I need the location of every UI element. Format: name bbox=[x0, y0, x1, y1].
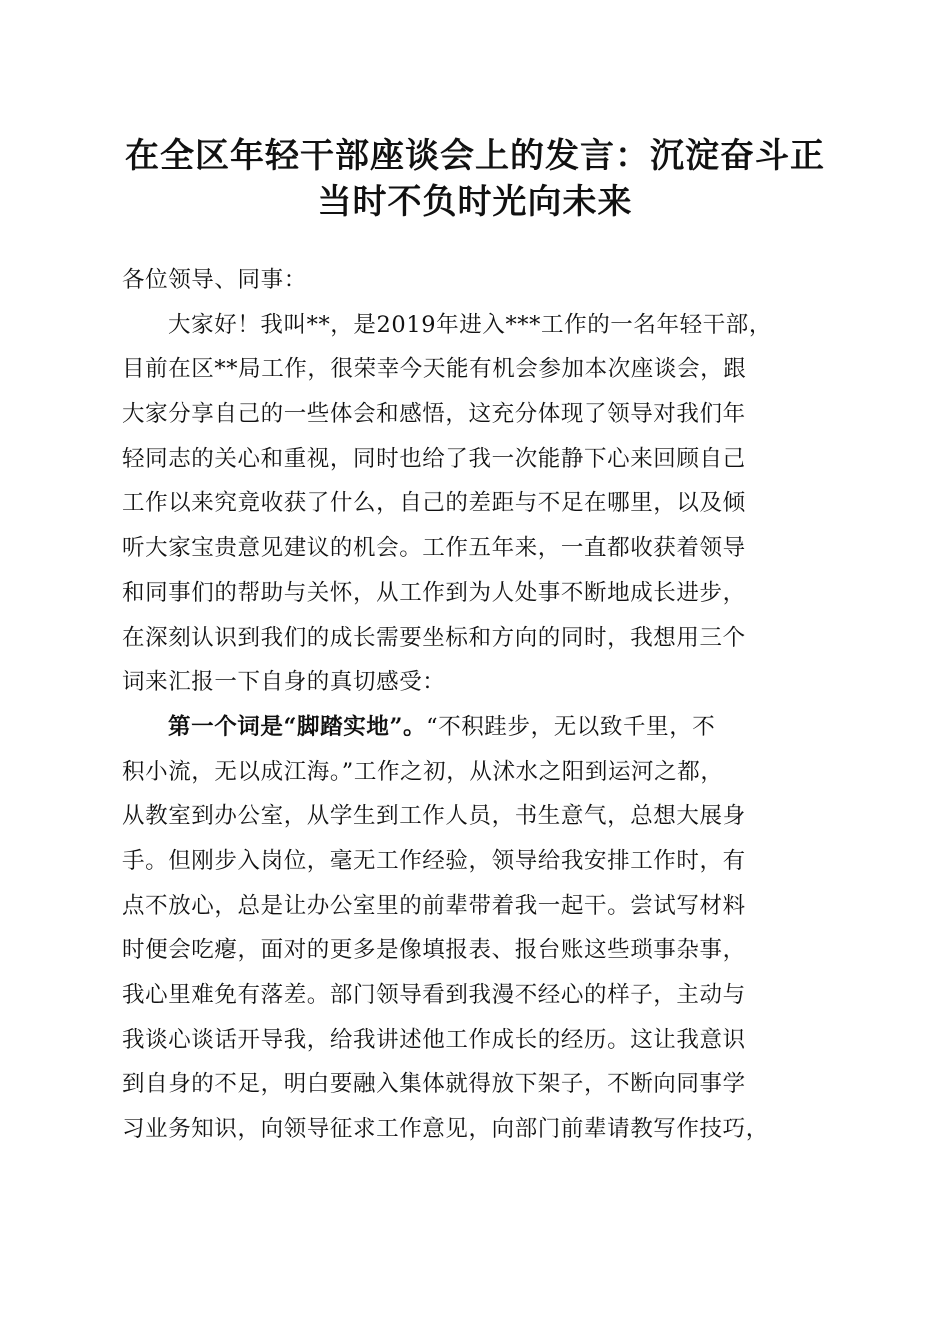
paragraph-line: 习业务知识，向领导征求工作意见，向部门前辈请教写作技巧， bbox=[122, 1116, 769, 1143]
section-heading: 第一个词是“脚踏实地”。 bbox=[168, 713, 427, 740]
document-title bbox=[100, 133, 850, 225]
document-body bbox=[122, 258, 842, 1152]
paragraph-line: 我心里难免有落差。部门领导看到我漫不经心的样子，主动与 bbox=[122, 982, 746, 1008]
paragraph-line: 在深刻认识到我们的成长需要坐标和方向的同时，我想用三个 bbox=[122, 624, 746, 651]
paragraph-line: 我谈心谈话开导我，给我讲述他工作成长的经历。这让我意识 bbox=[122, 1026, 746, 1053]
paragraph-text: “不积跬步，无以致千里，不 bbox=[426, 713, 716, 740]
paragraph-line: 轻同志的关心和重视，同时也给了我一次能静下心来回顾自己 bbox=[122, 445, 746, 472]
title-line-2: 当时不负时光向未来 bbox=[317, 182, 633, 222]
paragraph-line: 手。但刚步入岗位，毫无工作经验，领导给我安排工作时，有 bbox=[122, 847, 746, 874]
paragraph-line bbox=[122, 705, 842, 750]
paragraph-line: 到自身的不足，明白要融入集体就得放下架子，不断向同事学 bbox=[122, 1071, 746, 1098]
paragraph-line: 和同事们的帮助与关怀，从工作到为人处事不断地成长进步， bbox=[122, 579, 746, 606]
paragraph-line: 大家分享自己的一些体会和感悟，这充分体现了领导对我们年 bbox=[122, 401, 746, 428]
paragraph-line: 目前在区**局工作，很荣幸今天能有机会参加本次座谈会，跟 bbox=[122, 356, 747, 383]
paragraph-line: 工作以来究竟收获了什么，自己的差距与不足在哪里，以及倾 bbox=[122, 490, 746, 517]
paragraph-line: 听大家宝贵意见建议的机会。工作五年来，一直都收获着领导 bbox=[122, 535, 746, 562]
paragraph-line: 时便会吃瘪，面对的更多是像填报表、报台账这些琐事杂事， bbox=[122, 937, 746, 964]
paragraph-line: 大家好！我叫**，是2019年进入***工作的一名年轻干部， bbox=[168, 311, 773, 338]
salutation: 各位领导、同事： bbox=[122, 267, 307, 293]
paragraph-line: 积小流，无以成江海。”工作之初，从沭水之阳到运河之都， bbox=[122, 758, 724, 785]
paragraph-line: 从教室到办公室，从学生到工作人员，书生意气，总想大展身 bbox=[122, 803, 746, 830]
paragraph-line: 词来汇报一下自身的真切感受： bbox=[122, 669, 446, 696]
title-line-1: 在全区年轻干部座谈会上的发言：沉淀奋斗正 bbox=[125, 136, 825, 176]
paragraph-line: 点不放心，总是让办公室里的前辈带着我一起干。尝试写材料 bbox=[122, 892, 746, 919]
